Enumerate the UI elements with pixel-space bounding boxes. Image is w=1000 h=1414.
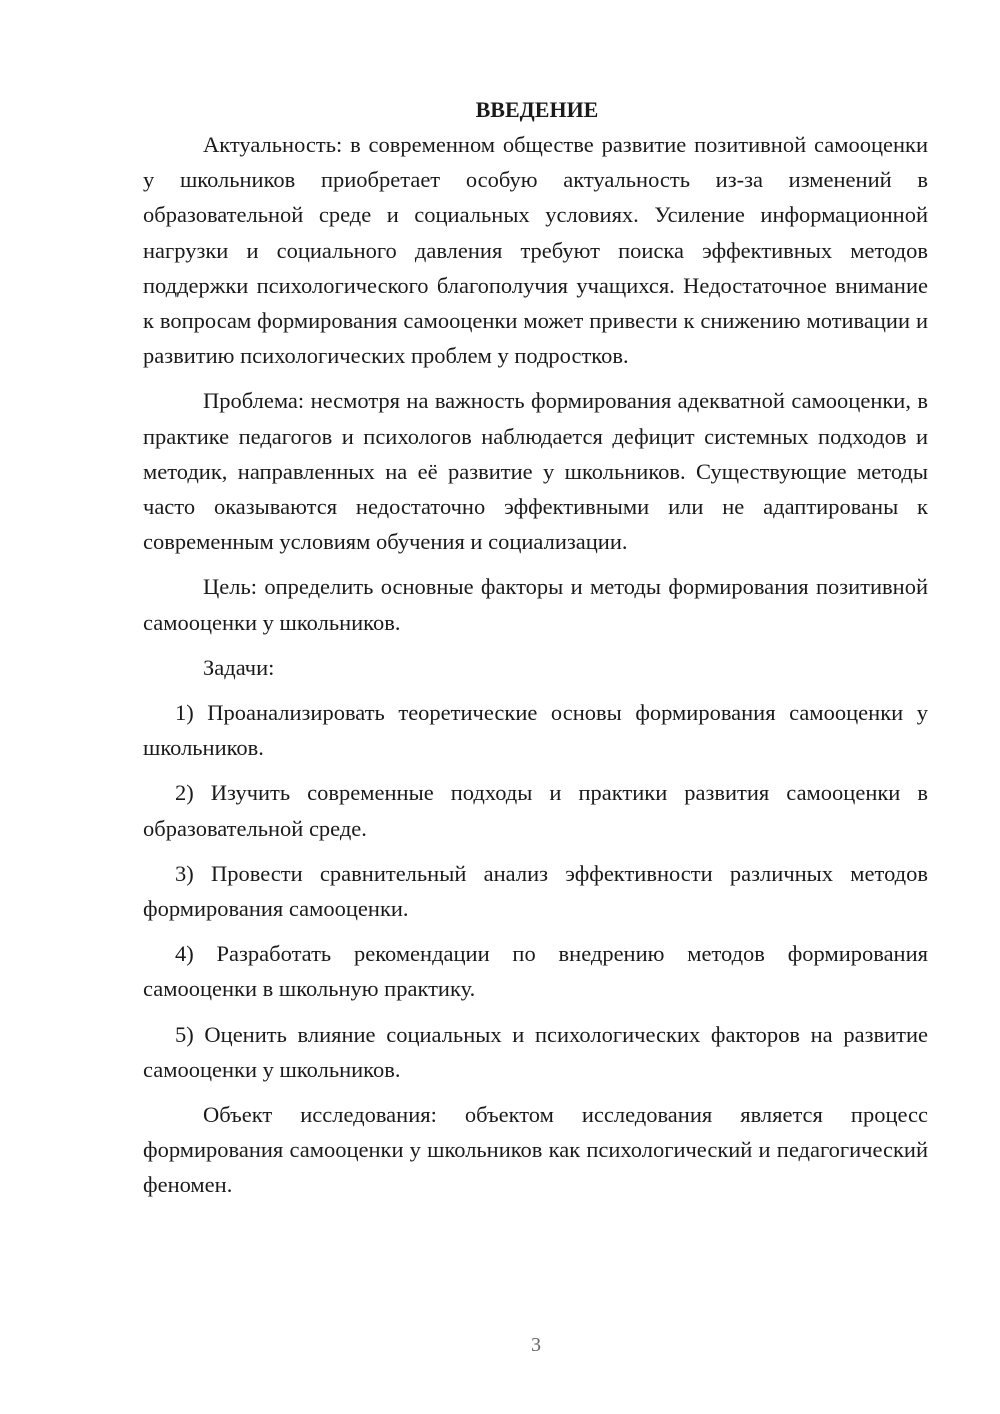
problem-paragraph: Проблема: несмотря на важность формирования адекватной самооценки, в практике педагогов и психологов наблюдается дефицит системных подходов и методик, направленных на её развитие у школьников. Существующие методы часто оказываются недостаточно эффективными или не адаптированы к современным условиям обучения и социализации. xyxy=(143,388,928,555)
page-number: 3 xyxy=(531,1334,541,1356)
task-item: 2) Изучить современные подходы и практики развития самооценки в образовательной среде. xyxy=(143,780,928,841)
section-title: ВВЕДЕНИЕ xyxy=(475,97,599,122)
relevance-paragraph: Актуальность: в современном обществе развитие позитивной самооценки у школьников приобретает особую актуальность из-за изменений в образовательной среде и социальных условиях. Усиление информационной нагрузки и социального давления требуют поиска эффективных методов поддержки психологического благополучия учащихся. Недостаточное внимание к вопросам формирования самооценки может привести к снижению мотивации и развитию психологических проблем у подростков. xyxy=(143,132,928,369)
document-page xyxy=(143,92,928,1203)
task-item: 1) Проанализировать теоретические основы формирования самооценки у школьников. xyxy=(143,700,928,761)
task-item: 3) Провести сравнительный анализ эффективности различных методов формирования самооценки. xyxy=(143,860,928,922)
task-item: 5) Оценить влияние социальных и психологических факторов на развитие самооценки у школьников. xyxy=(143,1021,928,1082)
task-item: 4) Разработать рекомендации по внедрению методов формирования самооценки в школьную практику. xyxy=(143,941,928,1002)
object-paragraph: Объект исследования: объектом исследования является процесс формирования самооценки у школьников как психологический и педагогический феномен. xyxy=(143,1102,928,1198)
goal-paragraph: Цель: определить основные факторы и методы формирования позитивной самооценки у школьников. xyxy=(143,574,928,635)
tasks-heading: Задачи: xyxy=(203,654,275,680)
